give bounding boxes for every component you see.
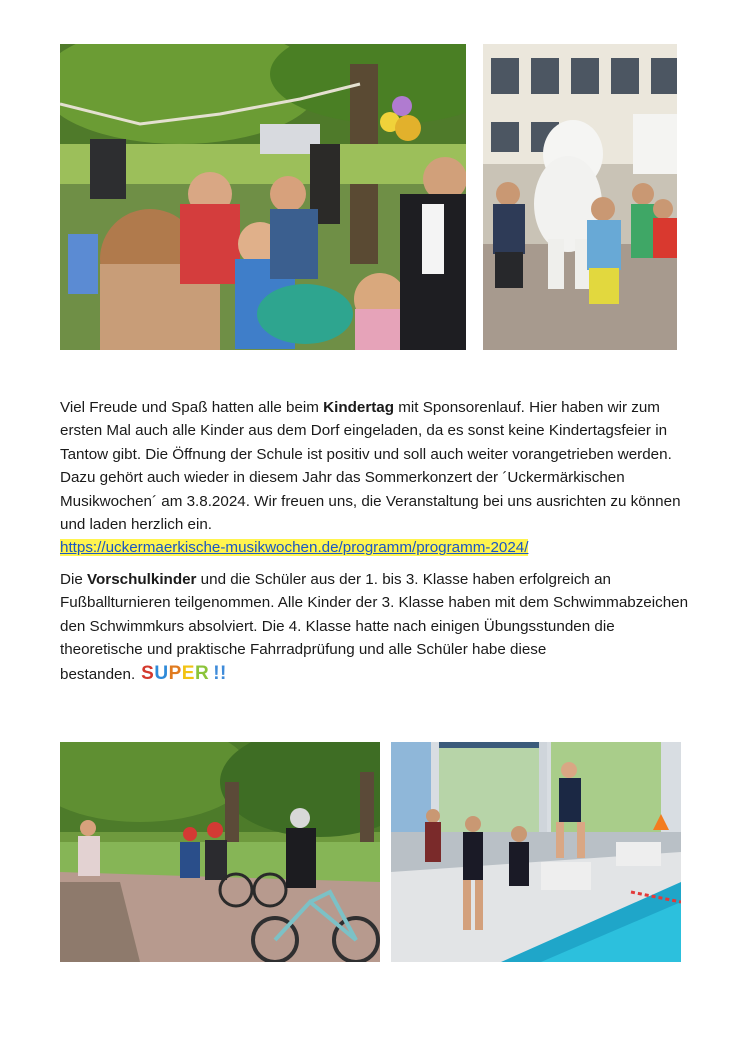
paragraph-text: mit Sponsorenlauf. Hier haben wir zum ersten Mal auch alle Kinder aus dem Dorf eingeladen, da es sonst keine Kindertagsfeier in Tantow gibt. Die Öffnung der Schule ist positiv und soll auch weiter vorangetrieben werden. Dazu gehört auch wieder in diesem Jahr das Sommerkonzert der ´Uckermärkischen Musikwochen´ am 3.8.2024. Wir freuen uns, die Veranstaltung bei uns ausrichten zu können und laden herzlich ein.	[60, 399, 681, 534]
super-colorful-text: SUPER !!	[141, 662, 227, 684]
paragraph-text: Die	[60, 571, 88, 588]
musikwochen-link[interactable]: https://uckermaerkische-musikwochen.de/programm/programm-2024/	[60, 539, 529, 557]
paragraph-kindertag	[60, 396, 690, 560]
highlight-vorschulkinder: Vorschulkinder	[87, 571, 197, 588]
photo-magician-children	[60, 44, 466, 350]
paragraph-text: Viel Freude und Spaß hatten alle beim	[60, 399, 324, 416]
highlight-kindertag: Kindertag	[323, 399, 395, 416]
paragraph-text: und die Schüler aus der 1. bis 3. Klasse haben erfolgreich an Fußballturnieren teilgenommen. Alle Kinder der 3. Klasse haben mit dem Schwimmabzeichen den Schwimmkurs absolviert. Die 4. Klasse hatte nach einigen Übungsstunden die theoretische und praktische Fahrradprüfung und alle Schüler habe diese bestanden.	[60, 571, 689, 683]
paragraph-school-achievements	[60, 568, 690, 686]
photo-polar-bear-mascot	[483, 44, 677, 350]
photo-bicycle-test	[60, 742, 380, 962]
photo-swimming-course	[391, 742, 681, 962]
